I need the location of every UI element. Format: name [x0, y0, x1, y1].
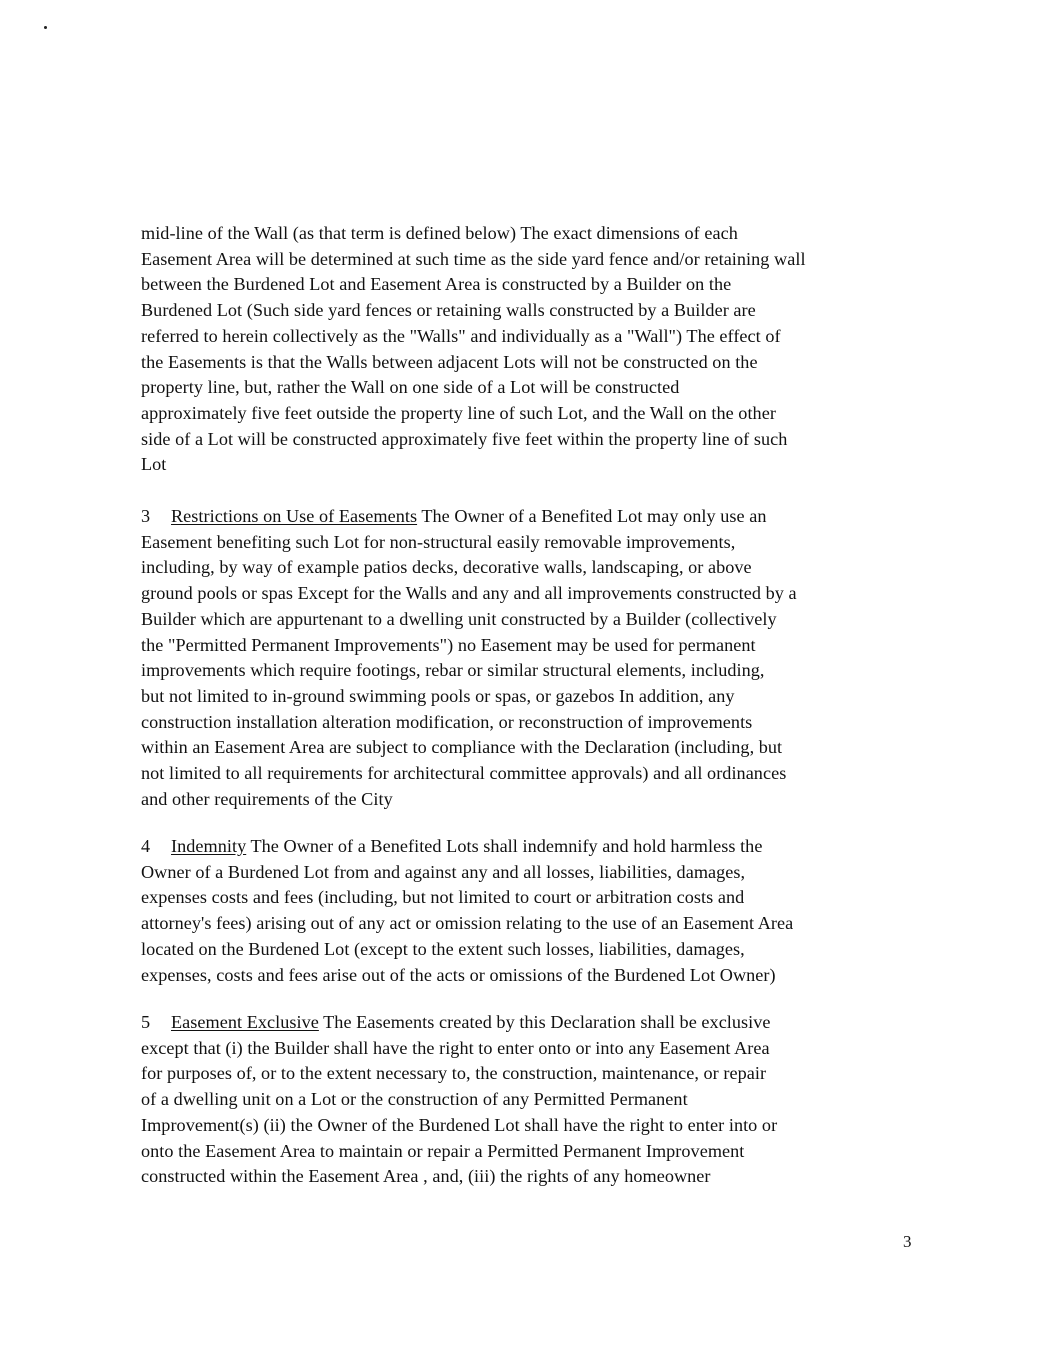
paragraph-line: Easement benefiting such Lot for non-structural easily removable improvements,: [141, 531, 736, 552]
section-4-indemnity: [141, 834, 916, 988]
paragraph-line: of a dwelling unit on a Lot or the construction of any Permitted Permanent: [141, 1089, 688, 1110]
paragraph-line: not limited to all requirements for architectural committee approvals) and all ordinances: [141, 763, 787, 784]
section-first-line-text: The Owner of a Benefited Lot may only use an: [417, 506, 767, 526]
section-number: 5: [141, 1012, 151, 1032]
paragraph-line: the "Permitted Permanent Improvements") no Easement may be used for permanent: [141, 634, 756, 655]
page-number: 3: [903, 1232, 912, 1251]
paragraph-line: Lot: [141, 454, 167, 475]
scan-speck: [44, 26, 47, 29]
paragraph-line: for purposes of, or to the extent necessary to, the construction, maintenance, or repair: [141, 1063, 767, 1084]
paragraph-line: approximately five feet outside the property line of such Lot, and the Wall on the other: [141, 402, 776, 423]
paragraph-line: mid-line of the Wall (as that term is defined below) The exact dimensions of each: [141, 223, 738, 243]
paragraph-line: side of a Lot will be constructed approximately five feet within the property line of such: [141, 428, 788, 449]
paragraph-line: including, by way of example patios decks, decorative walls, landscaping, or above: [141, 557, 752, 578]
paragraph-line: Builder which are appurtenant to a dwelling unit constructed by a Builder (collectively: [141, 608, 777, 629]
paragraph-line: improvements which require footings, rebar or similar structural elements, including,: [141, 660, 765, 681]
section-first-line-text: The Easements created by this Declaration shall be exclusive: [318, 1012, 771, 1032]
section-first-line: [141, 834, 916, 860]
paragraph-line: Owner of a Burdened Lot from and against any and all losses, liabilities, damages,: [141, 861, 746, 882]
paragraph-line: construction installation alteration modification, or reconstruction of improvements: [141, 711, 753, 732]
paragraph-line: expenses costs and fees (including, but not limited to court or arbitration costs and: [141, 887, 745, 908]
paragraph-line: Burdened Lot (Such side yard fences or retaining walls constructed by a Builder are: [141, 300, 756, 321]
paragraph-line: constructed within the Easement Area , and, (iii) the rights of any homeowner: [141, 1166, 711, 1187]
paragraph-line: Improvement(s) (ii) the Owner of the Burdened Lot shall have the right to enter into or: [141, 1114, 778, 1135]
paragraph-line: but not limited to in-ground swimming pools or spas, or gazebos In addition, any: [141, 685, 735, 706]
section-first-line: [141, 1010, 916, 1036]
paragraph-line: attorney's fees) arising out of any act or omission relating to the use of an Easement Area: [141, 913, 794, 934]
section-first-line-text: The Owner of a Benefited Lots shall indemnify and hold harmless the: [246, 836, 763, 856]
paragraph-line: onto the Easement Area to maintain or repair a Permitted Permanent Improvement: [141, 1140, 745, 1161]
section-first-line: [141, 504, 916, 530]
paragraph-line: except that (i) the Builder shall have the right to enter onto or into any Easement Area: [141, 1037, 770, 1058]
paragraph-line: Easement Area will be determined at such time as the side yard fence and/or retaining wall: [141, 248, 806, 269]
paragraph-line: property line, but, rather the Wall on one side of a Lot will be constructed: [141, 377, 680, 398]
paragraph-line: expenses, costs and fees arise out of the acts or omissions of the Burdened Lot Owner): [141, 964, 776, 985]
paragraph-line: the Easements is that the Walls between adjacent Lots will not be constructed on the: [141, 351, 758, 372]
paragraph-line: referred to herein collectively as the "Walls" and individually as a "Wall") The effect of: [141, 325, 781, 346]
paragraph-line: and other requirements of the City: [141, 788, 393, 809]
section-5-easement-exclusive: [141, 1010, 916, 1190]
paragraph-line: ground pools or spas Except for the Walls and any and all improvements constructed by a: [141, 583, 797, 604]
section-3-restrictions: [141, 504, 916, 812]
section-number: 3: [141, 506, 151, 526]
section-heading: Easement Exclusive: [171, 1012, 319, 1032]
paragraph-line: within an Easement Area are subject to compliance with the Declaration (including, but: [141, 737, 783, 758]
section-heading: Restrictions on Use of Easements: [171, 506, 418, 526]
paragraph-continuation: [141, 221, 916, 478]
section-heading: Indemnity: [171, 836, 247, 856]
section-number: 4: [141, 836, 151, 856]
paragraph-line: between the Burdened Lot and Easement Area is constructed by a Builder on the: [141, 274, 732, 295]
paragraph-line: located on the Burdened Lot (except to the extent such losses, liabilities, damages,: [141, 938, 745, 959]
